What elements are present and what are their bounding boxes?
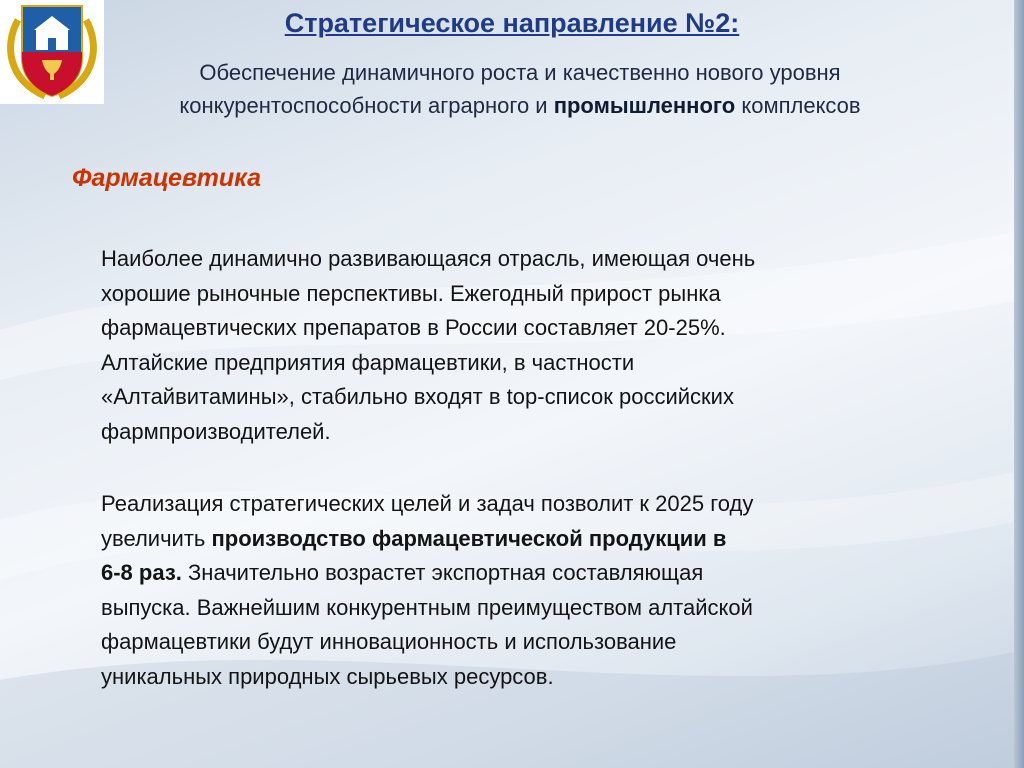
paragraph-line: Алтайские предприятия фармацевтики, в частности	[101, 349, 635, 375]
right-decor-band	[1014, 0, 1024, 768]
subtitle-text: комплексов	[735, 93, 861, 118]
paragraph-strategy-goals	[101, 487, 981, 694]
paragraph-line: уникальных природных сырьевых ресурсов.	[101, 663, 554, 689]
paragraph-emphasis: производство фармацевтической продукции в	[211, 525, 727, 551]
paragraph-line: хорошие рыночные перспективы. Ежегодный прирост рынка	[101, 280, 721, 306]
subtitle-text: конкурентоспособности аграрного и	[179, 93, 554, 118]
paragraph-line: фармпроизводителей.	[101, 418, 331, 444]
paragraph-line: выпуска. Важнейшим конкурентным преимуществом алтайской	[101, 594, 753, 620]
subtitle-line	[70, 89, 970, 122]
paragraph-line: Реализация стратегических целей и задач позволит к 2025 году	[101, 491, 754, 516]
paragraph-line	[101, 556, 981, 591]
paragraph-text: увеличить	[101, 525, 212, 551]
paragraph-market-overview	[101, 242, 981, 449]
paragraph-line: «Алтайвитамины», стабильно входят в top-список российских	[101, 384, 734, 409]
subtitle-emphasis: промышленного	[553, 93, 736, 118]
subtitle-line: Обеспечение динамичного роста и качественно нового уровня	[199, 60, 841, 85]
paragraph-line: Наиболее динамично развивающаяся отрасль, имеющая очень	[101, 246, 756, 271]
paragraph-line	[101, 522, 981, 557]
paragraph-text: Значительно возрастет экспортная составляющая	[181, 560, 704, 585]
paragraph-line: фармацевтических препаратов в России составляет 20-25%.	[101, 315, 726, 340]
page-subtitle	[70, 56, 970, 122]
page-title: Стратегическое направление №2:	[284, 8, 740, 38]
paragraph-line: фармацевтики будут инновационность и использование	[101, 629, 677, 654]
section-title: Фармацевтика	[72, 164, 262, 192]
paragraph-emphasis: 6-8 раз.	[101, 560, 182, 585]
